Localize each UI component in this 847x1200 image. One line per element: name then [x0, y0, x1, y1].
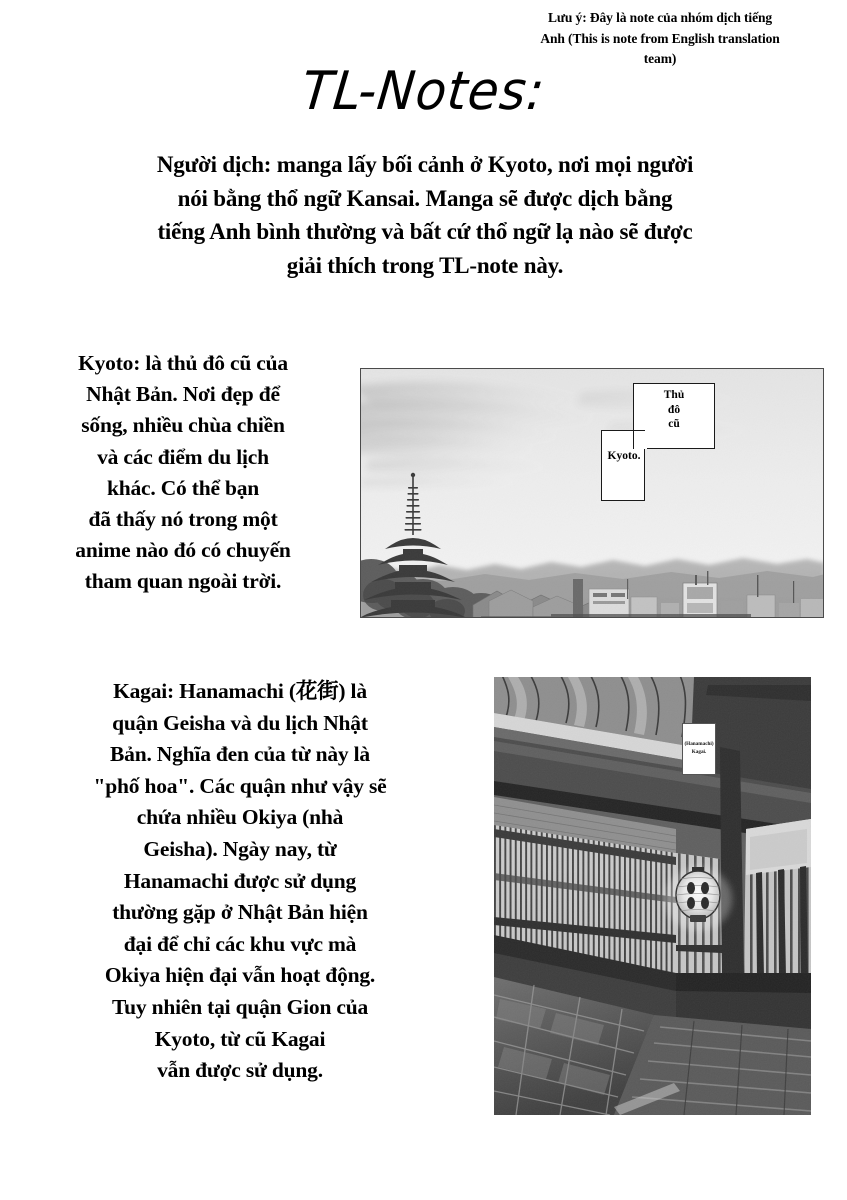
entry-kagai-text: [18, 676, 462, 1087]
page-title-text: TL-Notes:: [298, 60, 549, 122]
entry-line: anime nào đó có chuyến: [75, 538, 291, 563]
intro-paragraph: [55, 148, 795, 282]
entry-line: Tuy nhiên tại quận Gion của: [111, 994, 369, 1019]
entry-line: Kagai: Hanamachi (花街) là: [113, 679, 367, 703]
caption-line-2: Kagai.: [691, 749, 707, 755]
entry-line: đã thấy nó trong một: [88, 506, 278, 531]
intro-line: nói bằng thổ ngữ Kansai. Manga sẽ được dịch bằng: [177, 185, 673, 211]
entry-line: và các điểm du lịch: [97, 444, 269, 469]
entry-line: khác. Có thể bạn: [106, 475, 260, 500]
entry-kyoto-text: [18, 348, 348, 597]
entry-line: Bản. Nghĩa đen của từ này là: [110, 742, 370, 767]
header-note-line: team): [643, 51, 677, 67]
caption-upper-line: Thủ: [663, 389, 685, 401]
entry-line: Kyoto: là thủ đô cũ của: [78, 351, 288, 375]
kyoto-skyline-illustration: [361, 369, 824, 618]
entry-line: Geisha). Ngày nay, từ: [143, 836, 337, 861]
caption-upper-line: cũ: [668, 418, 680, 431]
kagai-machiya-illustration: [494, 677, 811, 1115]
entry-line: quận Geisha và du lịch Nhật: [112, 710, 368, 735]
header-note-line: Anh (This is note from English translation: [540, 30, 780, 46]
kyoto-photo-caption: [601, 383, 715, 501]
entry-line: "phố hoa". Các quận như vậy sẽ: [93, 773, 387, 798]
caption-line-1: (Hanamachi): [684, 741, 714, 748]
entry-line: sống, nhiều chùa chiền: [81, 413, 285, 438]
entry-line: chứa nhiều Okiya (nhà: [136, 805, 344, 830]
entry-line: đại để chỉ các khu vực mà: [123, 931, 357, 956]
kyoto-skyline-photo: [360, 368, 824, 618]
intro-line: giải thích trong TL-note này.: [286, 252, 564, 278]
header-note-line: Lưu ý: Đây là note của nhóm dịch tiếng: [547, 10, 773, 25]
entry-line: Hanamachi được sử dụng: [123, 868, 357, 893]
entry-line: Kyoto, từ cũ Kagai: [154, 1026, 326, 1051]
entry-line: thường gặp ở Nhật Bản hiện: [112, 900, 368, 925]
entry-line: tham quan ngoài trời.: [84, 569, 282, 594]
caption-upper-line: đô: [667, 403, 681, 416]
caption-upper-text: [635, 388, 713, 432]
intro-line: tiếng Anh bình thường và bất cứ thổ ngữ lạ nào sẽ được: [157, 219, 693, 245]
entry-line: vẫn được sử dụng.: [157, 1058, 323, 1083]
kagai-photo-caption: [682, 723, 716, 775]
caption-box-joint: [633, 431, 647, 449]
caption-lower-text: Kyoto.: [607, 450, 641, 462]
entry-line: Nhật Bản. Nơi đẹp để: [86, 382, 280, 407]
intro-line: Người dịch: manga lấy bối cảnh ở Kyoto, nơi mọi người: [156, 152, 694, 177]
kagai-machiya-photo: [494, 677, 811, 1115]
page-title: [0, 62, 847, 120]
entry-line: Okiya hiện đại vẫn hoạt động.: [104, 963, 376, 988]
